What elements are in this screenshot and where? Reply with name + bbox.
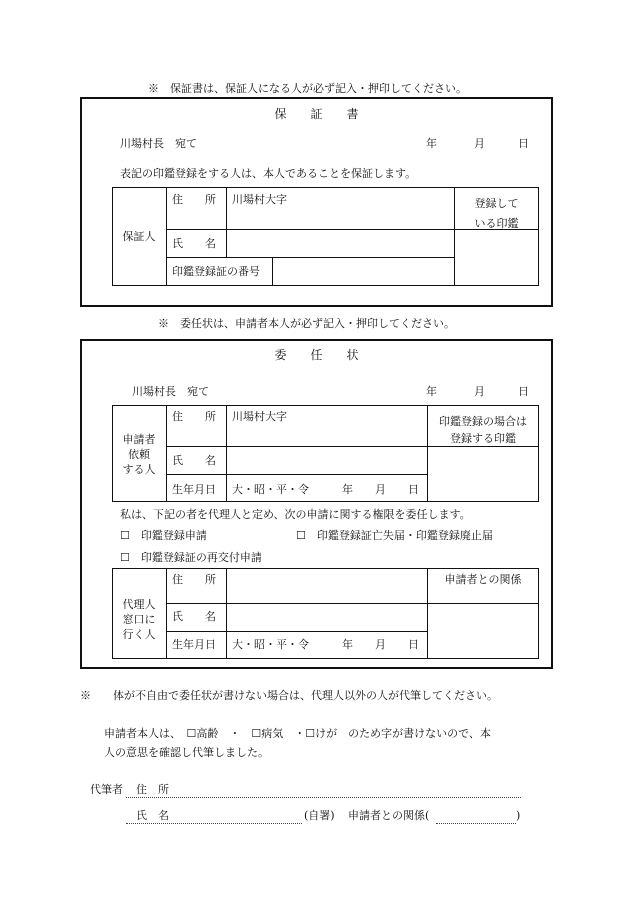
option-reissue[interactable]: ☐ 印鑑登録証の再交付申請 [120,551,262,564]
agent-name-label: 氏 名 [172,610,216,623]
substitute-notice: ※ 体が不自由で委任状が書けない場合は、代理人以外の人が代筆してください。 [80,689,498,702]
guarantee-statement: 表記の印鑑登録をする人は、本人であることを保証します。 [120,167,417,180]
guarantee-date-month: 月 [474,137,485,150]
writer-relation-line[interactable] [436,823,516,824]
proxy-title: 委 任 状 [274,348,359,362]
substitute-line2: 人の意思を確認し代筆しました。 [104,746,269,759]
guarantor-cert-label: 印鑑登録証の番号 [172,265,260,278]
guarantor-seal-label: 登録して いる印鑑 [474,197,519,230]
writer-address-line[interactable] [126,797,521,798]
guarantor-name-label: 氏 名 [172,237,216,250]
agent-address-label: 住 所 [172,573,216,586]
proxy-notice: ※ 委任状は、申請者本人が必ず記入・押印してください。 [158,317,455,330]
substitute-line1: 申請者本人は、 ☐高齢 ・ ☐病気 ・☐けが のため字が書けないので、本 [104,727,491,740]
proxy-date-day: 日 [518,385,529,398]
writer-label: 代筆者 [90,783,123,796]
guarantor-address-value[interactable]: 川場村大字 [232,193,287,206]
guarantee-addressee: 川場村長 宛て [120,137,197,150]
guarantee-date-day: 日 [518,137,529,150]
guarantee-notice: ※ 保証書は、保証人になる人が必ず記入・押印してください。 [148,82,467,95]
agent-dob-value[interactable]: 大・昭・平・令 年 月 日 [232,638,419,651]
guarantor-address-label: 住 所 [172,193,216,206]
agent-header: 代理人 窓口に 行く人 [122,598,156,641]
proxy-date-month: 月 [474,385,485,398]
requester-address-value[interactable]: 川場村大字 [232,410,287,423]
option-seal-registration[interactable]: ☐ 印鑑登録申請 [120,529,207,542]
guarantee-date-year: 年 [426,137,437,150]
writer-name-line[interactable] [126,823,302,824]
guarantee-title: 保 証 書 [274,107,359,121]
agent-relation-label: 申請者との関係 [444,573,522,586]
agent-dob-label: 生年月日 [172,638,216,651]
writer-name-label: 氏 名 [136,809,169,822]
writer-address-label: 住 所 [136,783,169,796]
proxy-addressee: 川場村長 宛て [132,385,209,398]
signature-note: (自署) [304,809,335,822]
writer-relation-close: ) [516,809,521,822]
guarantor-header: 保証人 [122,230,156,243]
requester-header: 申請者 依頼 する人 [122,433,156,476]
requester-dob-label: 生年月日 [172,483,216,496]
delegation-statement: 私は、下記の者を代理人と定め、次の申請に関する権限を委任します。 [120,508,471,521]
requester-dob-value[interactable]: 大・昭・平・令 年 月 日 [232,483,419,496]
writer-relation-label: 申請者との関係( [348,809,430,822]
requester-name-label: 氏 名 [172,454,216,467]
option-loss-abolition[interactable]: ☐ 印鑑登録証亡失届・印鑑登録廃止届 [296,529,493,542]
requester-address-label: 住 所 [172,410,216,423]
requester-seal-label: 印鑑登録の場合は 登録する印鑑 [439,415,527,445]
proxy-date-year: 年 [426,385,437,398]
